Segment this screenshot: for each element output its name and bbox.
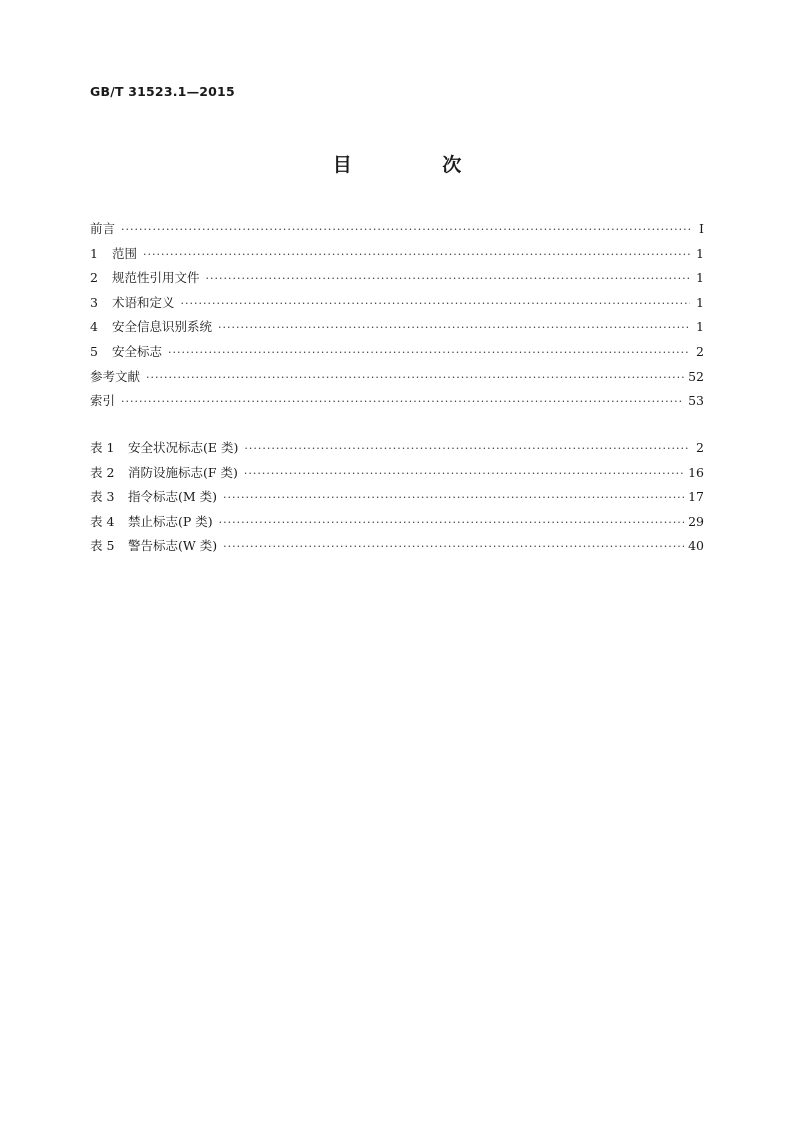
section-title: 安全信息识别系统 bbox=[112, 319, 213, 335]
dot-leader bbox=[218, 316, 690, 341]
toc-entry-bibliography[interactable] bbox=[90, 365, 704, 390]
toc-entry-label bbox=[90, 242, 137, 267]
toc-entry-table-3[interactable] bbox=[90, 485, 704, 510]
dot-leader bbox=[168, 341, 690, 366]
dot-leader bbox=[121, 390, 684, 415]
table-number: 表 2 bbox=[90, 464, 115, 480]
toc-entry-safety-signs[interactable] bbox=[90, 340, 704, 365]
toc-page-number: 1 bbox=[696, 270, 704, 286]
section-title: 术语和定义 bbox=[112, 294, 175, 310]
toc-entry-label: 索引 bbox=[90, 393, 116, 409]
dot-leader bbox=[121, 218, 690, 243]
dot-leader bbox=[223, 486, 684, 511]
toc-entry-table-4[interactable] bbox=[90, 510, 704, 535]
toc-entry-label bbox=[90, 510, 213, 535]
toc-entry-label bbox=[90, 340, 162, 365]
section-title: 规范性引用文件 bbox=[112, 270, 200, 286]
dot-leader bbox=[143, 243, 690, 268]
toc-page-number: Ⅰ bbox=[699, 221, 704, 236]
toc-entry-label bbox=[90, 266, 200, 291]
section-number: 5 bbox=[90, 343, 98, 359]
dot-leader bbox=[181, 292, 690, 317]
table-number: 表 3 bbox=[90, 489, 115, 505]
toc-tables bbox=[90, 436, 704, 559]
toc-entry-label bbox=[90, 461, 238, 486]
toc-page-number: 1 bbox=[696, 319, 704, 335]
section-number: 1 bbox=[90, 245, 98, 261]
toc-entry-label: 前言 bbox=[90, 221, 116, 236]
dot-leader bbox=[223, 535, 684, 560]
table-title: 警告标志(W 类) bbox=[128, 538, 218, 554]
dot-leader bbox=[244, 437, 690, 462]
toc-page-number: 2 bbox=[696, 343, 704, 359]
toc-entry-table-5[interactable] bbox=[90, 534, 704, 559]
table-number: 表 1 bbox=[90, 440, 115, 455]
toc-entry-label: 参考文献 bbox=[90, 368, 141, 384]
table-title: 安全状况标志(E 类) bbox=[128, 440, 239, 455]
page-title: 目 次 bbox=[332, 154, 504, 176]
toc-entry-label bbox=[90, 291, 175, 316]
dot-leader bbox=[244, 462, 684, 487]
table-title: 禁止标志(P 类) bbox=[128, 513, 213, 529]
section-title: 范围 bbox=[112, 245, 138, 261]
table-number: 表 4 bbox=[90, 513, 115, 529]
toc-page-number: 29 bbox=[688, 513, 704, 529]
table-number: 表 5 bbox=[90, 538, 115, 554]
toc-entry-table-2[interactable] bbox=[90, 461, 704, 486]
dot-leader bbox=[146, 366, 684, 391]
toc-entry-label bbox=[90, 315, 212, 340]
toc-page-number: 16 bbox=[688, 464, 704, 480]
table-title: 消防设施标志(F 类) bbox=[128, 464, 238, 480]
toc-entry-table-1[interactable] bbox=[90, 436, 704, 461]
toc-entry-label bbox=[90, 485, 217, 510]
toc-entry-index[interactable] bbox=[90, 389, 704, 414]
toc-entry-safety-info-system[interactable] bbox=[90, 315, 704, 340]
toc-page-number: 53 bbox=[688, 393, 704, 409]
table-title: 指令标志(M 类) bbox=[128, 489, 218, 505]
toc-page-number: 1 bbox=[696, 245, 704, 261]
section-number: 2 bbox=[90, 270, 98, 286]
toc-sections bbox=[90, 217, 704, 414]
section-number: 3 bbox=[90, 294, 98, 310]
section-title: 安全标志 bbox=[112, 343, 163, 359]
dot-leader bbox=[219, 511, 684, 536]
toc-entry-label bbox=[90, 534, 217, 559]
toc-entry-normative-references[interactable] bbox=[90, 266, 704, 291]
toc-page-number: 52 bbox=[688, 368, 704, 384]
toc-entry-label bbox=[90, 436, 238, 461]
toc-page-number: 2 bbox=[696, 440, 704, 455]
toc-page-number: 17 bbox=[688, 489, 704, 505]
toc-entry-scope[interactable] bbox=[90, 242, 704, 267]
dot-leader bbox=[206, 267, 690, 292]
toc-page-number: 1 bbox=[696, 294, 704, 310]
standard-code: GB/T 31523.1—2015 bbox=[90, 84, 235, 99]
toc-entry-foreword[interactable] bbox=[90, 217, 704, 242]
toc-entry-terms-definitions[interactable] bbox=[90, 291, 704, 316]
section-number: 4 bbox=[90, 319, 98, 335]
toc-page-number: 40 bbox=[688, 538, 704, 554]
